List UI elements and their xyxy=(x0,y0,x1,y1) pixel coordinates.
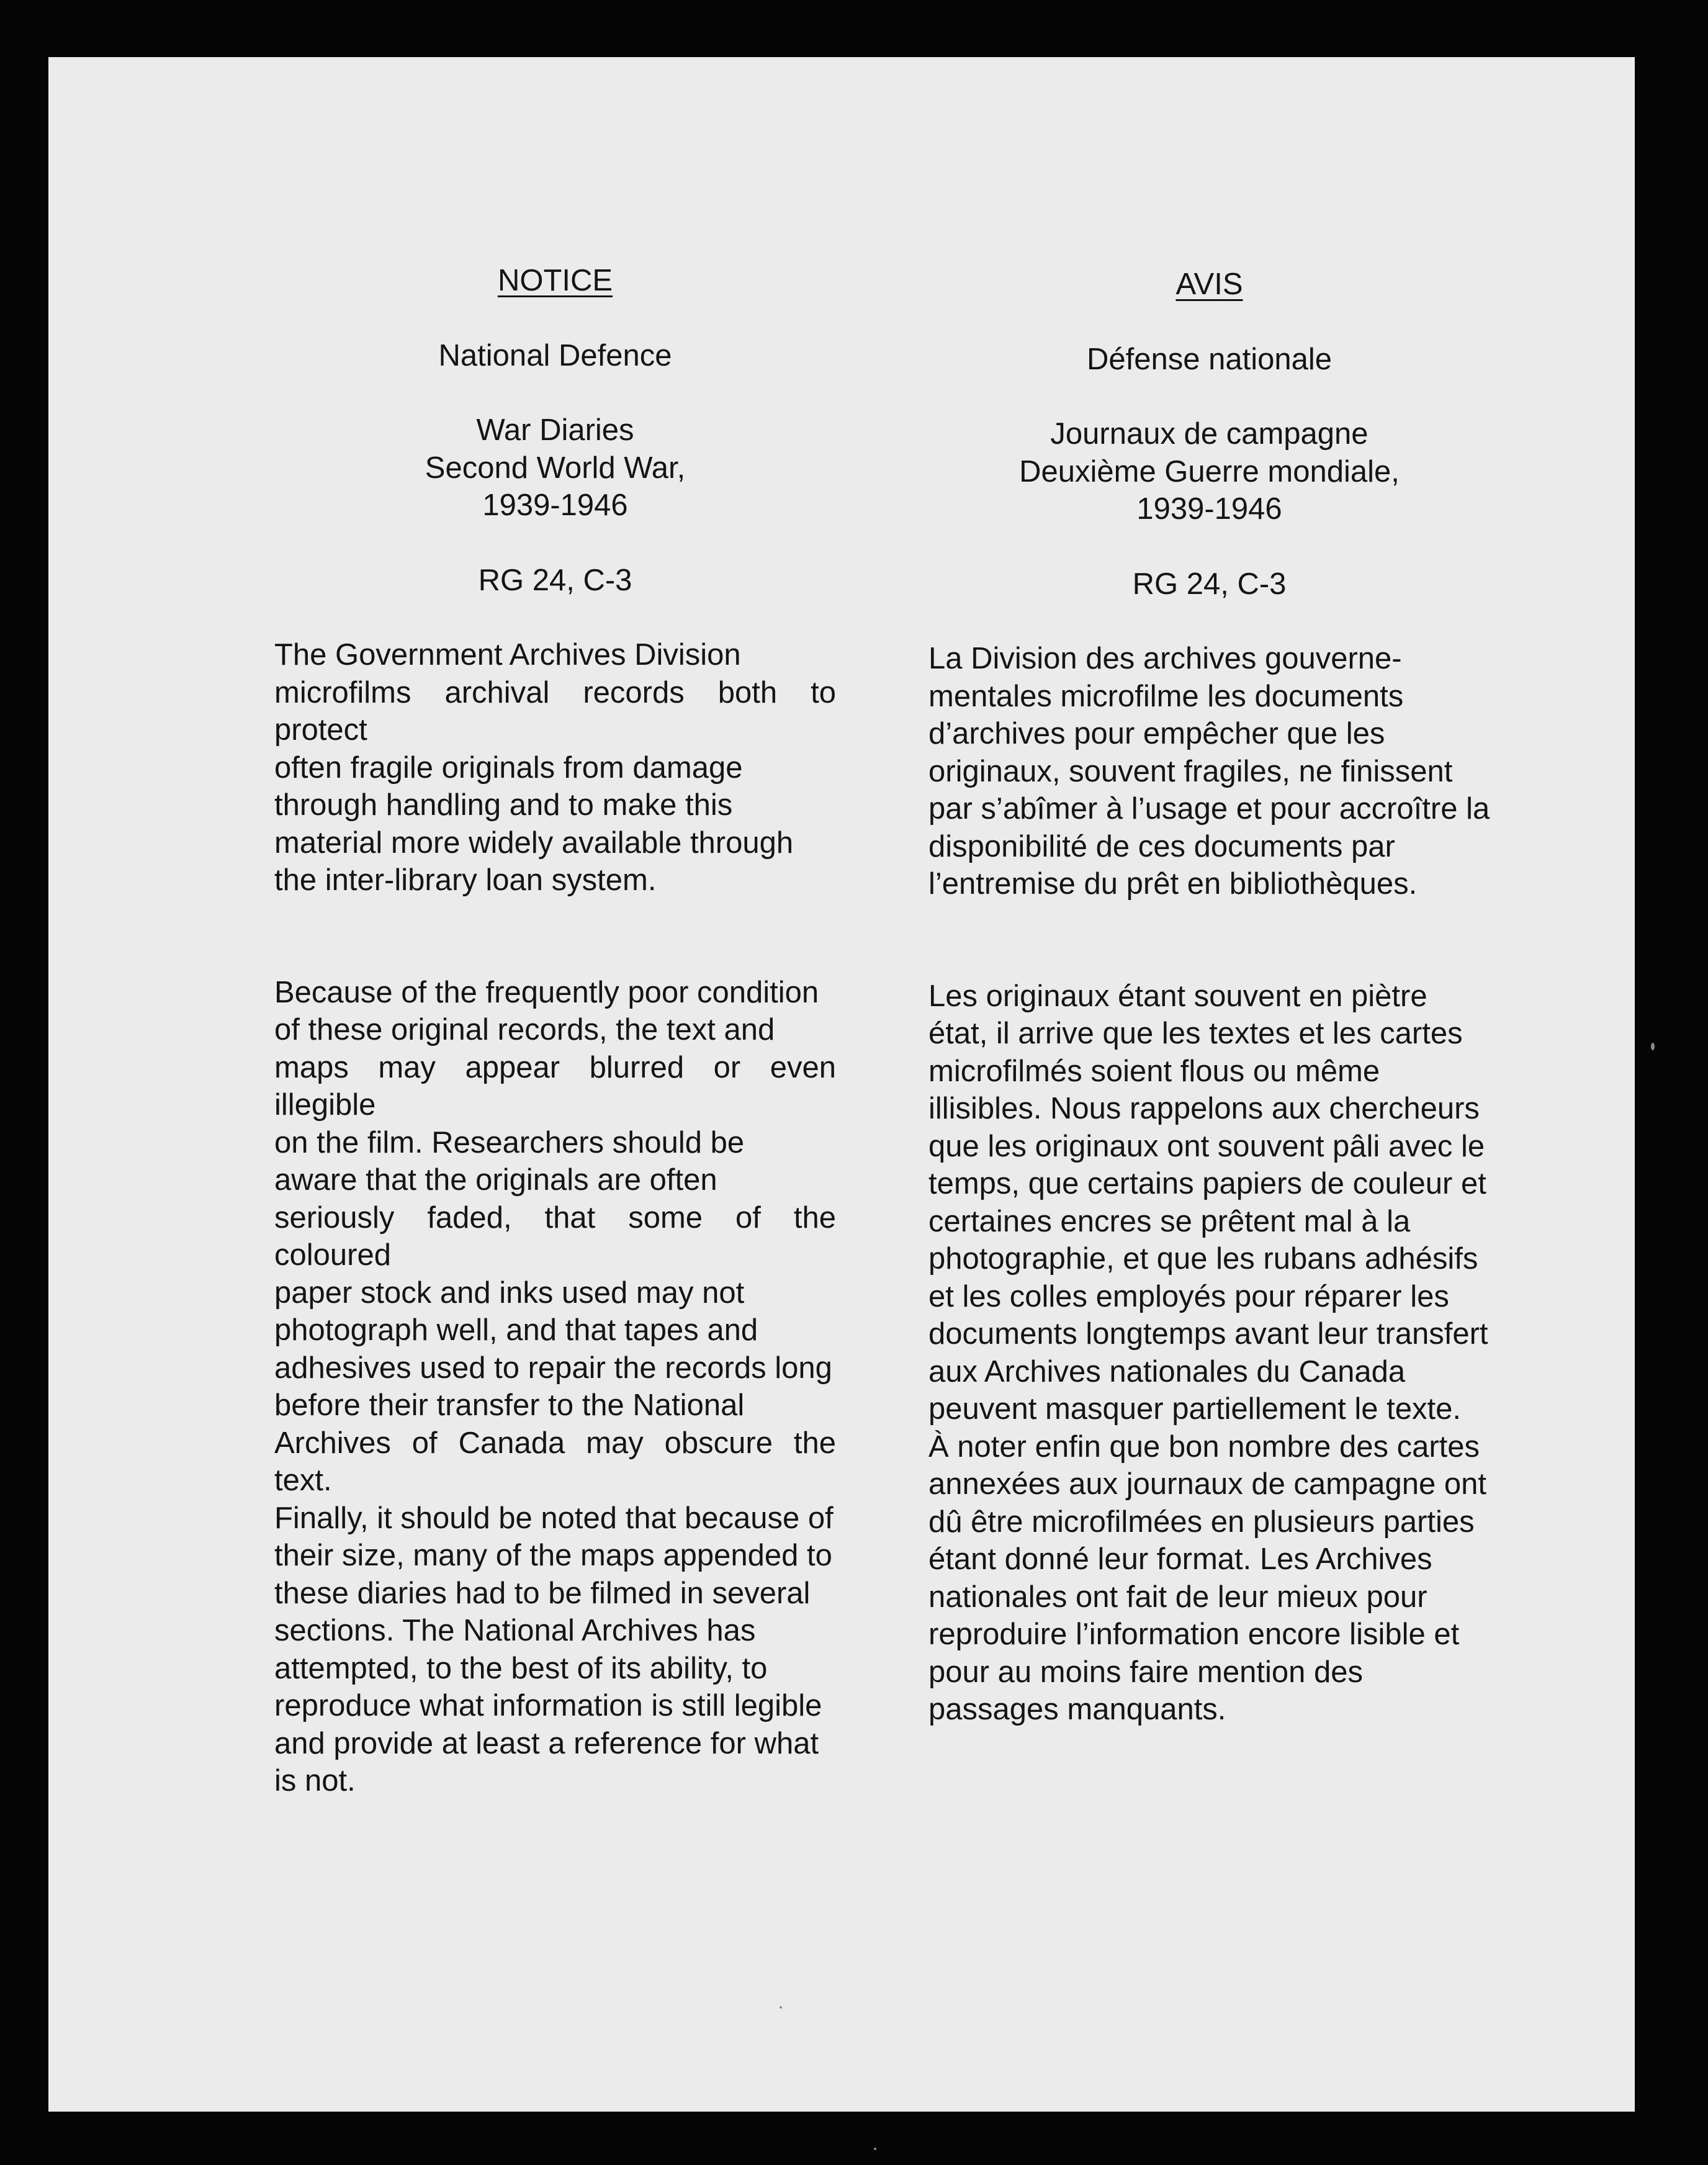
avis-paragraph-2: Les originaux étant souvent en piètre état, il arrive que les textes et les cartes microfilmés soient flous ou même illisibles. Nous rappelons aux chercheurs que les originaux ont souvent pâli avec le temps, que certains papiers de couleur et certaines encres se prêtent mal à la photographie, et que les rubans adhésifs et les colles employés pour réparer les documents longtemps avant leur transfert aux Archives nationales du Canada peuvent masquer partiellement le texte. À noter enfin que bon nombre des cartes annexées aux journaux de campagne ont dû être microfilmées en plusieurs parties étant donné leur format. Les Archives nationales ont fait de leur mieux pour reproduire l’information encore lisible et pour au moins faire mention des passages manquants. xyxy=(928,979,1488,1726)
english-notice-column xyxy=(274,262,836,1800)
notice-department: National Defence xyxy=(438,338,672,372)
scan-speck xyxy=(874,2148,876,2150)
scan-speck xyxy=(780,2006,782,2009)
notice-paragraph-2: Because of the frequently poor condition of these original records, the text and maps may appear blurred or even illegible on the film. Researchers should be aware that the originals are often seriously faded, that some of the coloured paper stock and inks used may not photograph well, and that tapes and adhesives used to repair the records long before their transfer to the National Archives of Canada may obscure the text. Finally, it should be noted that because of their size, many of the maps appended to these diaries had to be filmed in several sections. The National Archives has attempted, to the best of its ability, to reproduce what information is still legible and provide at least a reference for what is not. xyxy=(274,975,836,1798)
document-page xyxy=(48,57,1635,2112)
notice-paragraph-1: The Government Archives Division microfilms archival records both to protect often fragile originals from damage through handling and to make this material more widely available through the inter-library loan system. xyxy=(274,638,836,897)
scan-speck xyxy=(1651,1043,1655,1050)
notice-reference: RG 24, C-3 xyxy=(478,563,632,597)
notice-title: War Diaries Second World War, 1939-1946 xyxy=(425,413,686,522)
notice-heading: NOTICE xyxy=(497,264,613,297)
avis-title: Journaux de campagne Deuxième Guerre mondiale, 1939-1946 xyxy=(1019,417,1400,526)
avis-department: Défense nationale xyxy=(1086,342,1332,376)
avis-heading: AVIS xyxy=(1175,268,1243,301)
french-avis-column xyxy=(928,266,1490,1729)
avis-paragraph-1: La Division des archives gouverne- mentales microfilme les documents d’archives pour empêcher que les originaux, souvent fragiles, ne finissent par s’abîmer à l’usage et pour accroître la disponibilité de ces documents par l’entremise du prêt en bibliothèques. xyxy=(928,642,1490,901)
avis-reference: RG 24, C-3 xyxy=(1132,567,1287,601)
